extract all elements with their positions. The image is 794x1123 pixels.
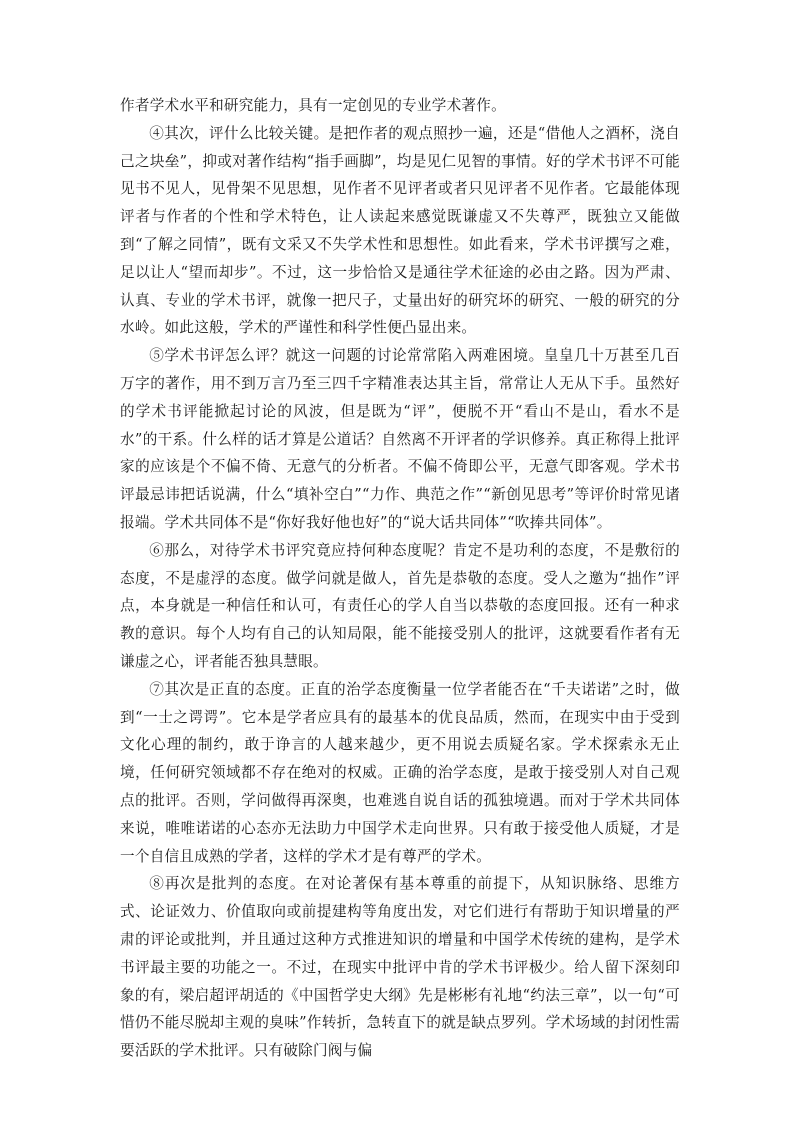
paragraph-5: ⑤学术书评怎么评？就这一问题的讨论常常陷入两难困境。皇皇几十万甚至几百万字的著作，用不到万言乃至三四千字精准表达其主旨，常常让人无从下手。虽然好的学术书评能掀起讨论的风波，但是既为“评”，便脱不开“看山不是山，看水不是水”的干系。什么样的话才算是公道话？自然离不开评者的学识修养。真正称得上批评家的应该是个不偏不倚、无意气的分析者。不偏不倚即公平，无意气即客观。学术书评最忌讳把话说满，什么“填补空白”“力作、典范之作”“新创见思考”等评价时常见诸报端。学术共同体不是“你好我好他也好”的“说大话共同体”“吹捧共同体”。 [120,347,680,531]
paragraph-1-continuation: 作者学术水平和研究能力，具有一定创见的专业学术著作。 [120,97,506,114]
paragraph-4: ④其次，评什么比较关键。是把作者的观点照抄一遍，还是“借他人之酒杯，浇自己之块垒”，抑或对著作结构“指手画脚”，均是见仁见智的事情。好的学术书评不可能见书不见人，见骨架不见思想，见作者不见评者或者只见评者不见作者。它最能体现评者与作者的个性和学术特色，让人读起来感觉既谦虚又不失尊严，既独立又能做到“了解之同情”，既有文采又不失学术性和思想性。如此看来，学术书评撰写之难，足以让人“望而却步”。不过，这一步恰恰又是通往学术征途的必由之路。因为严肃、认真、专业的学术书评，就像一把尺子，丈量出好的研究坏的研究、一般的研究的分水岭。如此这般，学术的严谨性和科学性便凸显出来。 [120,124,680,337]
paragraph-8: ⑧再次是批判的态度。在对论著保有基本尊重的前提下，从知识脉络、思维方式、论证效力、价值取向或前提建构等角度出发，对它们进行有帮助于知识增量的严肃的评论或批判，并且通过这种方式推进知识的增量和中国学术传统的建构，是学术书评最主要的功能之一。不过，在现实中批评中肯的学术书评极少。给人留下深刻印象的有，梁启超评胡适的《中国哲学史大纲》先是彬彬有礼地“约法三章”，以一句“可惜仍不能尽脱却主观的臭味”作转折，急转直下的就是缺点罗列。学术场域的封闭性需要活跃的学术批评。只有破除门阀与偏 [120,875,680,1060]
paragraph-7: ⑦其次是正直的态度。正直的治学态度衡量一位学者能否在“千夫诺诺”之时，做到“一士之谔谔”。它本是学者应具有的最基本的优良品质，然而，在现实中由于受到文化心理的制约，敢于诤言的人越来越少，更不用说去质疑名家。学术探索永无止境，任何研究领域都不存在绝对的权威。正确的治学态度，是敢于接受别人对自己观点的批评。否则，学问做得再深奥，也难逃自说自话的孤独境遇。而对于学术共同体来说，唯唯诺诺的心态亦无法助力中国学术走向世界。只有敢于接受他人质疑，才是一个自信且成熟的学者，这样的学术才是有尊严的学术。 [120,680,680,865]
document-page [120,92,680,1065]
paragraph-6: ⑥那么，对待学术书评究竟应持何种态度呢？肯定不是功利的态度，不是敷衍的态度，不是虚浮的态度。做学问就是做人，首先是恭敬的态度。受人之邀为“拙作”评点，本身就是一种信任和认可，有责任心的学人自当以恭敬的态度回报。还有一种求教的意识。每个人均有自己的认知局限，能不能接受别人的批评，这就要看作者有无谦虚之心，评者能否独具慧眼。 [120,541,680,670]
